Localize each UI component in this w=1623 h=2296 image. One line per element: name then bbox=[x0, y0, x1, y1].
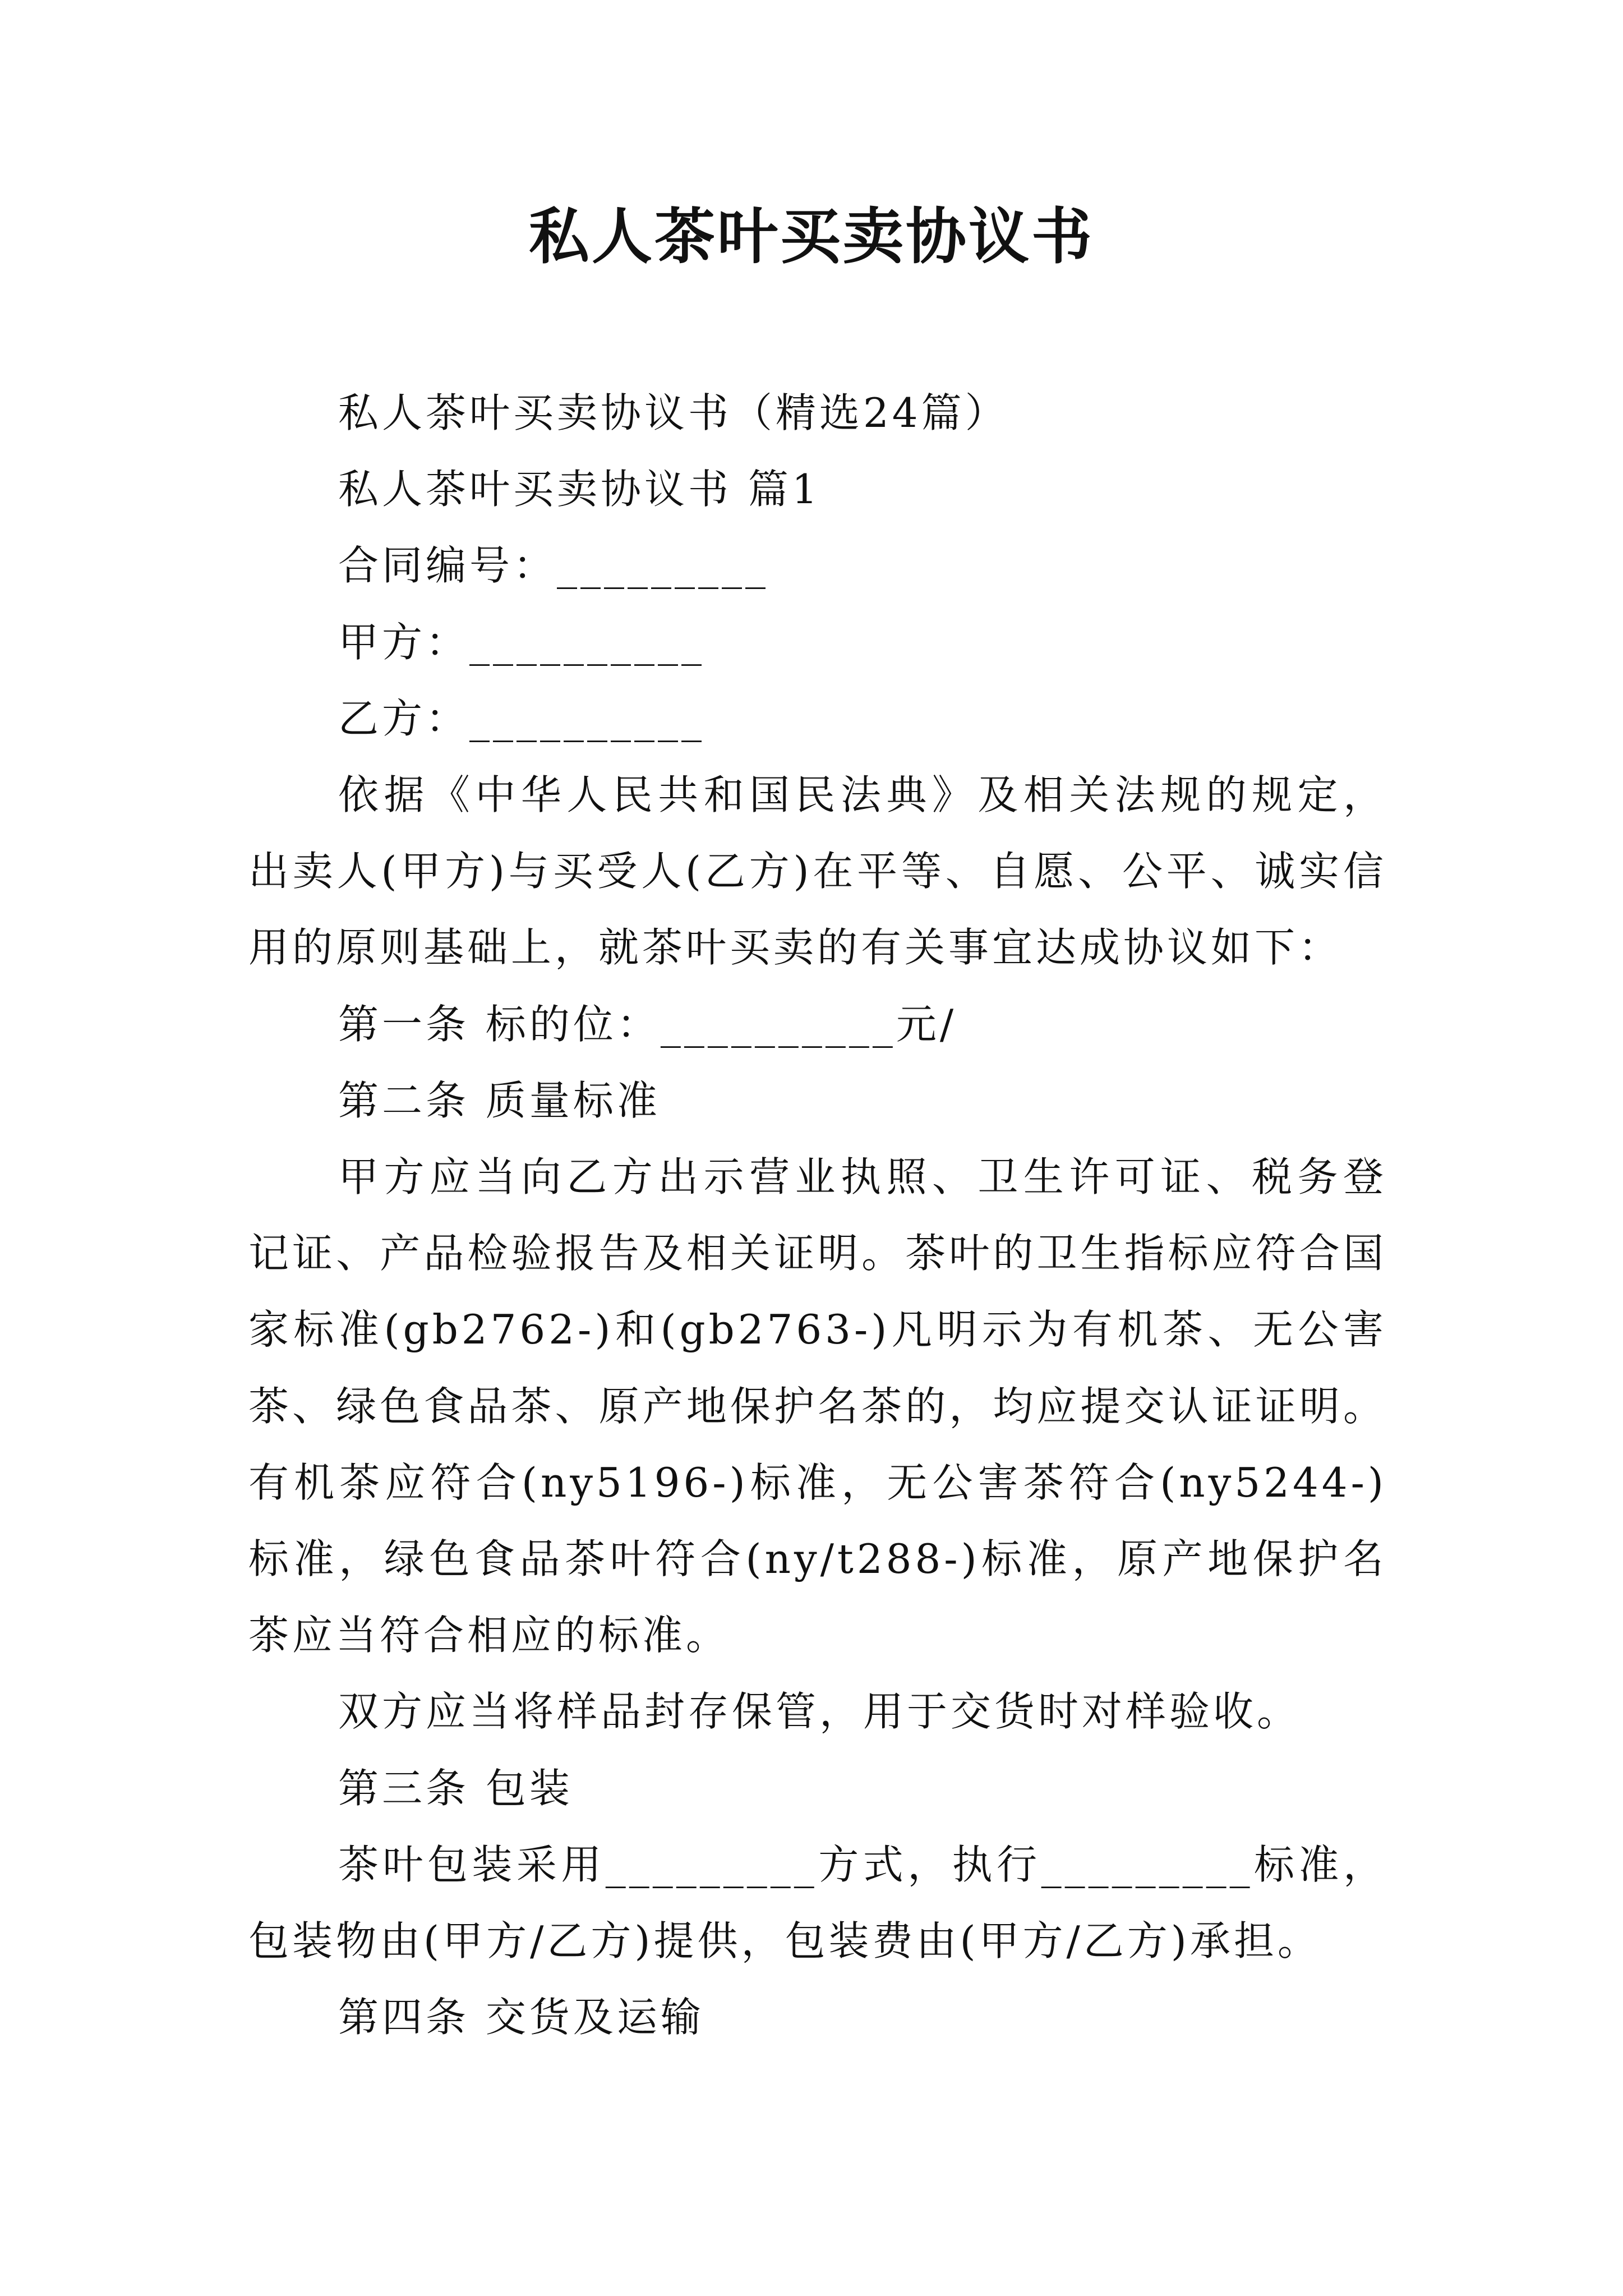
paragraph-article-1: 第一条 标的位：__________元/ bbox=[338, 1000, 957, 1048]
paragraph-subtitle: 私人茶叶买卖协议书（精选24篇） bbox=[338, 389, 1009, 436]
paragraph-chapter-heading: 私人茶叶买卖协议书 篇1 bbox=[338, 466, 821, 513]
paragraph-article-2-heading: 第二条 质量标准 bbox=[338, 1076, 661, 1124]
paragraph-contract-number: 合同编号：_________ bbox=[338, 542, 769, 590]
document-title: 私人茶叶买卖协议书 bbox=[528, 201, 1094, 272]
paragraph-article-3-heading: 第三条 包装 bbox=[338, 1764, 573, 1812]
paragraph-article-4-heading: 第四条 交货及运输 bbox=[338, 1994, 704, 2041]
paragraph-party-a: 甲方：__________ bbox=[338, 618, 706, 666]
paragraph-party-b: 乙方：__________ bbox=[338, 694, 706, 742]
paragraph-preamble: 依据《中华人民共和国民法典》及相关法规的规定，出卖人(甲方)与买受人(乙方)在平等、自愿、公平、诚实信用的原则基础上，就茶叶买卖的有关事宜达成协议如下： bbox=[248, 771, 1387, 972]
paragraph-packaging: 茶叶包装采用_________方式，执行_________标准，包装物由(甲方/乙方)提供，包装费由(甲方/乙方)承担。 bbox=[248, 1841, 1387, 1965]
paragraph-sample-storage: 双方应当将样品封存保管，用于交货时对样验收。 bbox=[338, 1688, 1301, 1736]
document-body bbox=[248, 375, 1387, 2055]
paragraph-quality-standards: 甲方应当向乙方出示营业执照、卫生许可证、税务登记证、产品检验报告及相关证明。茶叶的卫生指标应符合国家标准(gb2762-)和(gb2763-)凡明示为有机茶、无公害茶、绿色食品茶、原产地保护名茶的，均应提交认证证明。有机茶应符合(ny5196-)标准，无公害茶符合(ny5244-)标准，绿色食品茶叶符合(ny/t288-)标准，原产地保护名茶应当符合相应的标准。 bbox=[248, 1153, 1387, 1659]
